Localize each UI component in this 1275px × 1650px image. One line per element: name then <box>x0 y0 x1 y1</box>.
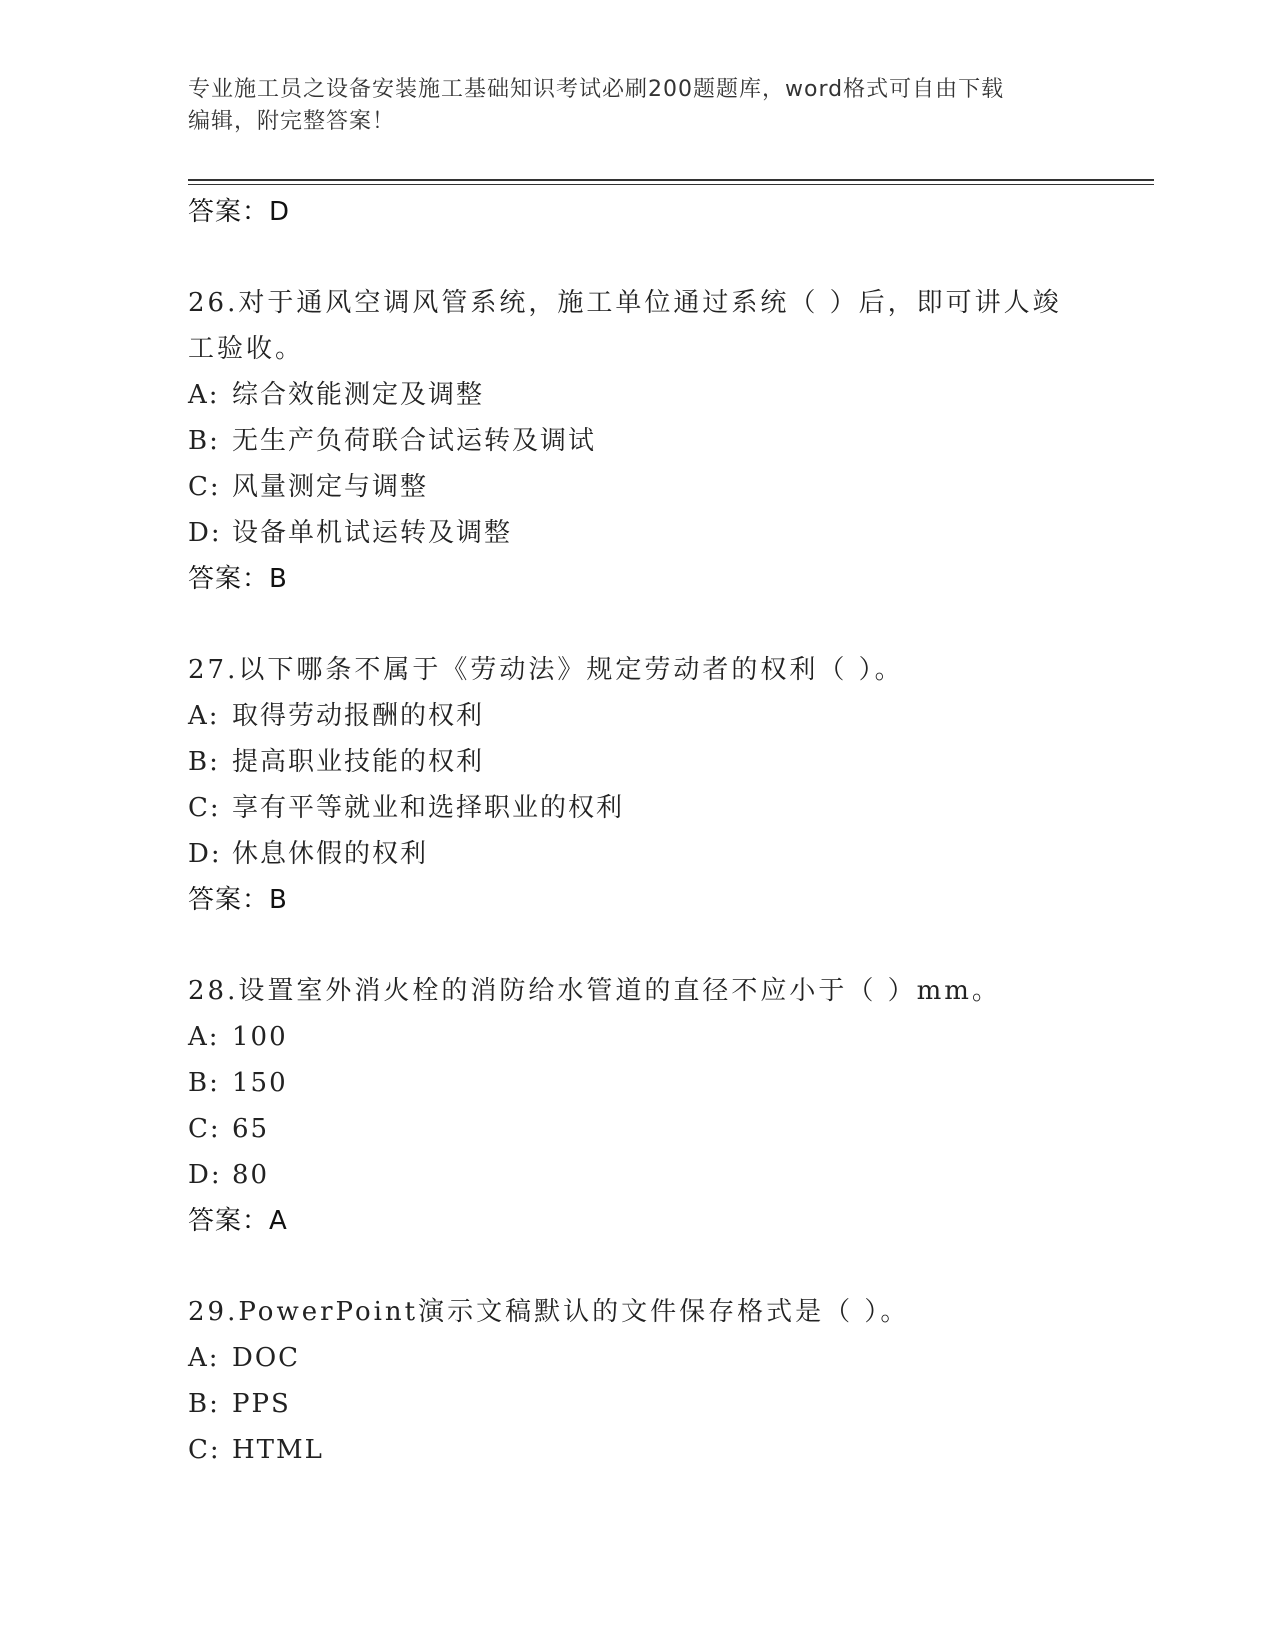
option-text: DOC <box>232 1343 301 1373</box>
option-letter: C: <box>188 1114 221 1144</box>
question-list <box>188 189 1068 1473</box>
option-text: 150 <box>232 1068 288 1098</box>
option-b <box>188 418 1068 464</box>
option-letter: B: <box>188 426 220 456</box>
option-letter: A: <box>188 701 220 731</box>
option-b <box>188 1381 1068 1427</box>
question-stem: 28.设置室外消火栓的消防给水管道的直径不应小于（ ）mm。 <box>188 976 1001 1006</box>
option-text: 取得劳动报酬的权利 <box>232 701 485 731</box>
document-header <box>188 74 1088 138</box>
answer-line: 答案：D <box>188 197 291 227</box>
question-stem: 29.PowerPoint演示文稿默认的文件保存格式是（ ）。 <box>188 1297 910 1327</box>
option-b <box>188 739 1068 785</box>
option-text: 100 <box>232 1022 288 1052</box>
header-title-line2: 编辑，附完整答案！ <box>188 109 396 134</box>
option-letter: D: <box>188 1160 222 1190</box>
option-a <box>188 1014 1068 1060</box>
option-c <box>188 1427 1068 1473</box>
option-d <box>188 1152 1068 1198</box>
option-c <box>188 785 1068 831</box>
option-text: PPS <box>232 1389 291 1419</box>
header-title-line1: 专业施工员之设备安装施工基础知识考试必刷200题题库，word格式可自由下载 <box>188 77 1005 102</box>
question-item <box>188 968 1068 1244</box>
option-text: 提高职业技能的权利 <box>232 747 485 777</box>
option-a <box>188 693 1068 739</box>
answer-line: 答案：B <box>188 885 288 915</box>
answer-line: 答案：B <box>188 564 288 594</box>
option-letter: D: <box>188 518 222 548</box>
option-letter: C: <box>188 472 221 502</box>
option-text: 综合效能测定及调整 <box>232 380 485 410</box>
option-text: 80 <box>232 1160 270 1190</box>
question-item <box>188 1289 1068 1473</box>
option-c <box>188 464 1068 510</box>
option-letter: B: <box>188 1389 220 1419</box>
option-letter: B: <box>188 747 220 777</box>
option-d <box>188 510 1068 556</box>
question-stem: 27.以下哪条不属于《劳动法》规定劳动者的权利（ ）。 <box>188 655 904 685</box>
question-stem: 26.对于通风空调风管系统，施工单位通过系统（ ）后，即可讲人竣工验收。 <box>188 288 1062 364</box>
option-text: 风量测定与调整 <box>232 472 429 502</box>
option-text: 设备单机试运转及调整 <box>232 518 513 548</box>
header-divider-thin <box>188 184 1154 185</box>
option-letter: A: <box>188 1022 220 1052</box>
option-text: HTML <box>232 1435 324 1465</box>
option-letter: D: <box>188 839 222 869</box>
option-text: 享有平等就业和选择职业的权利 <box>232 793 625 823</box>
option-letter: C: <box>188 1435 221 1465</box>
header-divider-thick <box>188 179 1154 181</box>
option-letter: C: <box>188 793 221 823</box>
option-d <box>188 831 1068 877</box>
question-item <box>188 647 1068 923</box>
option-b <box>188 1060 1068 1106</box>
option-a <box>188 372 1068 418</box>
option-letter: B: <box>188 1068 220 1098</box>
option-letter: A: <box>188 380 220 410</box>
option-text: 休息休假的权利 <box>232 839 429 869</box>
option-text: 无生产负荷联合试运转及调试 <box>232 426 597 456</box>
option-text: 65 <box>232 1114 270 1144</box>
option-letter: A: <box>188 1343 220 1373</box>
answer-line: 答案：A <box>188 1206 288 1236</box>
question-item <box>188 280 1068 602</box>
option-c <box>188 1106 1068 1152</box>
option-a <box>188 1335 1068 1381</box>
